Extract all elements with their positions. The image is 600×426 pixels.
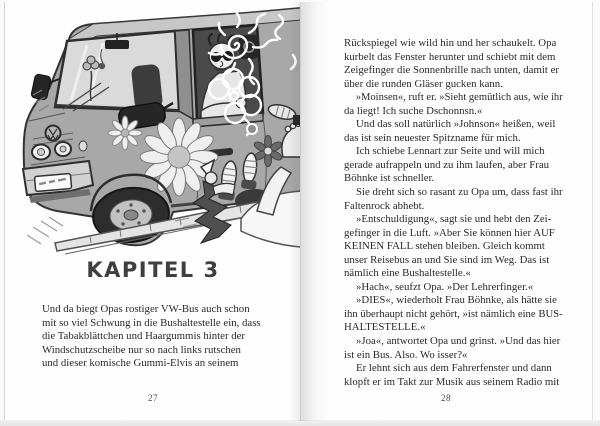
text-line: ihn überhaupt nicht gehört, »ist nämlich eine BUS- <box>344 307 563 320</box>
air-freshener <box>99 63 105 69</box>
right-page <box>300 2 593 421</box>
text-line: das ist sein neuester Spitzname für mich. <box>344 131 521 144</box>
left-page <box>4 2 301 421</box>
text-line: Zeigefinger die Sonnenbrille nach unten, damit er <box>344 64 559 77</box>
white-sleeve <box>213 183 235 195</box>
driver-window <box>193 25 263 127</box>
text-line: »Joa«, antwortet Opa und grinst. »Und das hier <box>356 335 561 348</box>
dot-decal <box>247 124 257 134</box>
license-plate <box>34 173 71 191</box>
chapter-heading: KAPITEL 3 <box>86 258 220 282</box>
vw-logo <box>46 126 61 141</box>
text-line: Rückspiegel wie wild hin und her schaukelt. Opa <box>344 37 557 49</box>
left-page-text <box>42 303 266 371</box>
text-line: die Tabakblättchen und Haargummis hinter der <box>42 330 246 343</box>
text-line: Und das soll natürlich »Johnson« heißen, weil <box>356 118 556 131</box>
text-line: nämlich eine Bushaltestelle.« <box>344 267 471 280</box>
text-line: Und da biegt Opas rostiger VW-Bus auch schon <box>42 303 250 315</box>
text-line: KEINEN FALL stehen bleiben. Gleich kommt <box>344 240 545 253</box>
text-line: »Hach«, seufzt Opa. »Der Lehrerfinger.« <box>356 280 534 293</box>
text-line: mit so viel Schwung in die Bushaltestelle ein, dass <box>42 316 261 329</box>
text-line: und dieser komische Gummi-Elvis an seinem <box>42 357 239 370</box>
text-line: da liegt! Ich suche Dschonnsn.« <box>344 104 483 117</box>
text-line: unser Reisebus an und Sie sind im Weg. Das ist <box>344 253 550 266</box>
text-line: gerade aufrappeln und zu ihm laufen, aber Frau <box>344 158 550 171</box>
text-line: HALTESTELLE.« <box>344 321 426 334</box>
right-page-number: 28 <box>441 393 451 403</box>
text-line: Er lehnt sich aus dem Fahrerfenster und dann <box>356 362 552 375</box>
vw-bus-illustration <box>5 5 301 257</box>
book-bottom-edge <box>0 420 600 426</box>
left-page-number: 27 <box>148 393 158 403</box>
text-line: »Entschuldigung«, sagt sie und hebt den Zei- <box>356 213 552 226</box>
text-line: Faltenrock abhebt. <box>344 199 425 212</box>
text-line: kurbelt das Fenster herunter und schiebt mit dem <box>344 50 556 63</box>
rearview-mirror <box>105 40 129 49</box>
text-line: über die runden Gläser gucken kann. <box>344 77 503 90</box>
text-line: »DIES«, wiederholt Frau Böhnke, als hätte sie <box>356 294 557 307</box>
text-line: ist ein Bus. Also. Wo isser?« <box>344 348 468 361</box>
windshield <box>55 31 179 111</box>
right-page-text <box>344 37 563 389</box>
text-line: »Moinsen«, ruft er. »Sieht gemütlich aus, wie ihr <box>355 91 563 104</box>
daisy-decal-small <box>108 116 142 150</box>
text-line: gefinger in die Luft. »Aber Sie können hier AUF <box>344 226 555 239</box>
text-line: Sie dreht sich so rasant zu Opa um, dass fast ihr <box>356 186 563 199</box>
text-line: Böhnke ist schneller. <box>344 172 435 185</box>
vw-bus-illustration-svg <box>5 5 301 257</box>
text-line: Ich schiebe Lennart zur Seite und will mich <box>356 145 545 158</box>
text-line: Windschutzscheibe nur so nach links rutschen <box>42 343 241 356</box>
text-line: klopft er im Takt zur Musik aus seinem Radio mit <box>344 375 560 388</box>
